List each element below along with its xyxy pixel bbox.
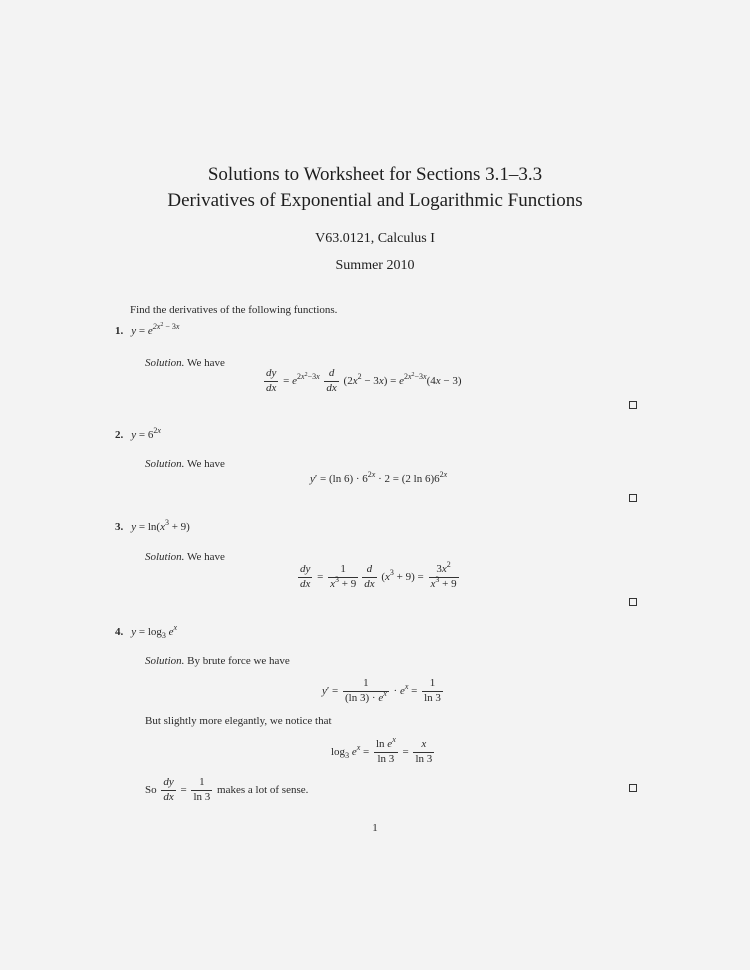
problem-4-statement: 4. $y = \log_3 e^x$	[115, 623, 178, 640]
closing-post: makes a lot of sense.	[217, 783, 309, 796]
problem-2-statement: 2. $y = 6^{2x}$	[115, 426, 161, 441]
document-title-line-1: Solutions to Worksheet for Sections 3.1–3.3	[207, 164, 543, 185]
problem-3-equation: $\frac{dy}{dx}$ = $\frac{1}{x^3 + 9}$ $\frac{d}{dx}$ $(x^3 + 9)$ = $\frac{3x^2}{x^3 + 9}$	[300, 560, 457, 590]
qed-box-4	[629, 784, 637, 792]
problem-1-equation: $\frac{dy}{dx}$ = $e^{2x^2-3x}$ $\frac{d}{dx}$ $(2x^2 - 3x) = e^{2x^2-3x}(4x - 3)$	[266, 367, 462, 394]
qed-box-1	[629, 401, 637, 409]
problem-2-solution-label	[145, 459, 225, 470]
qed-box-2	[629, 494, 637, 502]
solution-lead: We have	[186, 357, 225, 369]
problem-4-equation-a: y′ = $\frac{1}{(\ln 3) \cdot e^x}$ · $e^x$ = $\frac{1}{\ln 3}$	[322, 677, 441, 704]
solution-label: Solution.	[145, 458, 185, 470]
solution-label: Solution.	[145, 655, 185, 667]
solution-lead: By brute force we have	[187, 655, 290, 667]
problem-4-closing: So $\frac{dy}{dx}$ = $\frac{1}{\ln 3}$ makes a lot of sense.	[145, 776, 309, 803]
problem-3-number: 3.	[115, 521, 124, 533]
problem-2-number: 2.	[115, 429, 124, 441]
solution-lead: We have	[186, 458, 225, 470]
problem-3-statement: 3. $y = \ln(x^3 + 9)$	[115, 518, 190, 533]
solution-label: Solution.	[145, 357, 185, 369]
document-title-line-2: Derivatives of Exponential and Logarithmic Functions	[167, 190, 583, 211]
term: Summer 2010	[335, 258, 415, 273]
problem-1-solution-label	[145, 358, 225, 369]
problem-1-number: 1.	[115, 325, 124, 337]
problem-4-middle-text: But slightly more elegantly, we notice that	[145, 715, 332, 727]
solution-lead: We have	[186, 551, 225, 563]
problem-4-solution-label	[145, 656, 290, 667]
qed-box-3	[629, 598, 637, 606]
problem-1-statement: 1. $y = e^{2x^2 - 3x}$	[115, 322, 180, 337]
instructions: Find the derivatives of the following functions.	[130, 304, 338, 316]
solution-label: Solution.	[145, 551, 185, 563]
problem-4-number: 4.	[115, 626, 124, 638]
closing-pre: So	[145, 783, 157, 796]
problem-4-equation-b: $\log_3 e^x$ = $\frac{\ln e^x}{\ln 3}$ = $\frac{x}{\ln 3}$	[331, 735, 433, 765]
course-name: V63.0121, Calculus I	[315, 231, 435, 246]
problem-2-equation: y′ = (ln $6) \cdot 6^{2x} \cdot 2 = (2$ $\ln 6)6^{2x}$	[310, 470, 448, 485]
page-number: 1	[372, 822, 378, 834]
problem-3-solution-label	[145, 552, 225, 563]
